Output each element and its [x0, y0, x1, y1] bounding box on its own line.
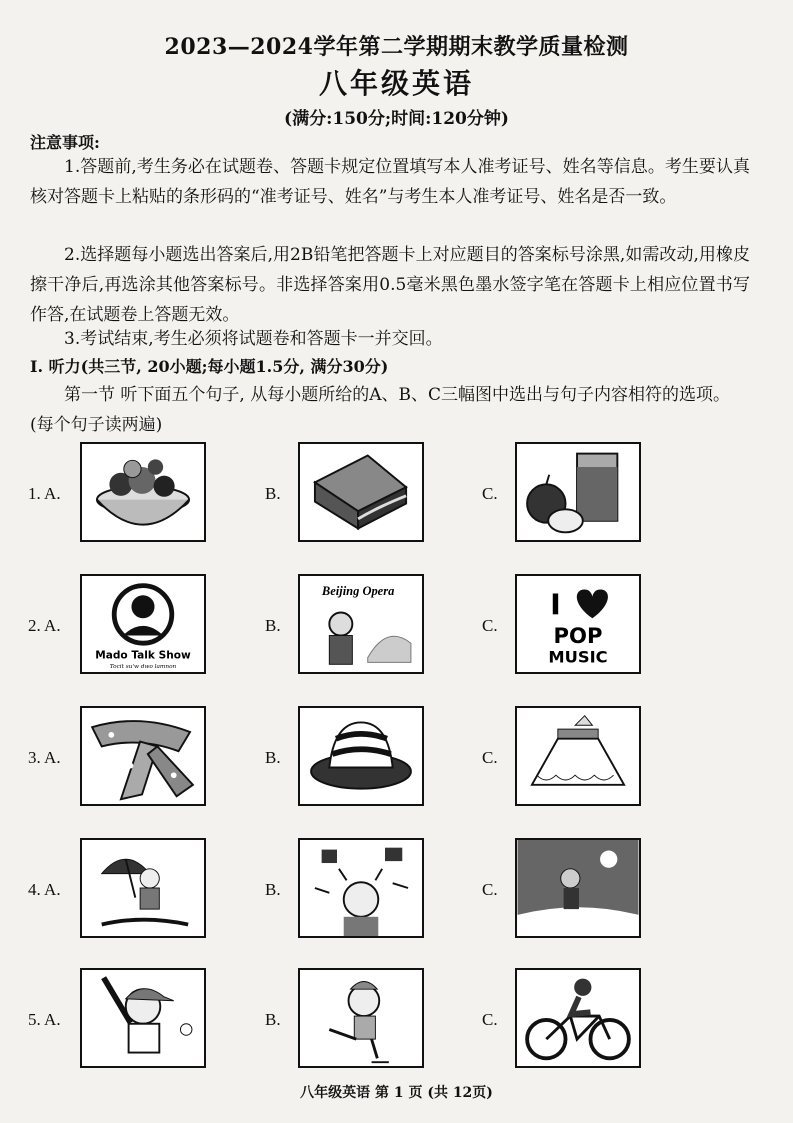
scarf-icon[interactable]: [80, 706, 206, 806]
ice-skating-icon[interactable]: [298, 968, 424, 1068]
q3-option-a-label: 3. A.: [28, 748, 61, 767]
note-item-3: 3.考试结束,考生必须将试题卷和答题卡一并交回。: [64, 329, 443, 349]
q5-option-b-label: B.: [265, 1010, 281, 1029]
q1-option-c-label: C.: [482, 484, 498, 503]
subject-title: 八年级英语: [318, 67, 474, 100]
baseball-icon[interactable]: [80, 968, 206, 1068]
exam-meta: (满分:150分;时间:120分钟): [284, 109, 509, 129]
fruit-salad-icon[interactable]: [80, 442, 206, 542]
q4-option-c-label: C.: [482, 880, 498, 899]
q2-option-a-label: 2. A.: [28, 616, 61, 635]
apple-juice-icon[interactable]: [515, 442, 641, 542]
page-footer: 八年级英语 第 1 页 (共 12页): [300, 1085, 493, 1101]
talk-show-text: Mado Talk Show: [95, 649, 191, 662]
exam-title: 2023—2024学年第二学期期末教学质量检测: [164, 34, 629, 60]
umbrella-girl-icon[interactable]: [80, 838, 206, 938]
q1-option-b-label: B.: [265, 484, 281, 503]
q4-option-b-label: B.: [265, 880, 281, 899]
pop-music-icon[interactable]: [515, 574, 641, 674]
note-item-1: 1.答题前,考生务必在试题卷、答题卡规定位置填写本人准考证号、姓名等信息。考生要认真核对答题卡上粘贴的条形码的“准考证号、姓名”与考生本人准考证号、姓名是否一致。: [30, 157, 750, 207]
q5-option-c-label: C.: [482, 1010, 498, 1029]
q2-option-c-label: C.: [482, 616, 498, 635]
skirt-icon[interactable]: [515, 706, 641, 806]
q5-option-a-label: 5. A.: [28, 1010, 61, 1029]
section-heading: I. 听力(共三节, 20小题;每小题1.5分, 满分30分): [30, 357, 389, 376]
notes-heading: 注意事项:: [30, 133, 100, 152]
q1-option-a-label: 1. A.: [28, 484, 61, 503]
q3-option-c-label: C.: [482, 748, 498, 767]
night-sitting-icon[interactable]: [515, 838, 641, 938]
part1-instructions: 第一节 听下面五个句子, 从每小题所给的A、B、C三幅图中选出与句子内容相符的选项。(每个句子读两遍): [30, 385, 730, 435]
talk-show-icon[interactable]: [80, 574, 206, 674]
cycling-icon[interactable]: [515, 968, 641, 1068]
q4-option-a-label: 4. A.: [28, 880, 61, 899]
hat-icon[interactable]: [298, 706, 424, 806]
pop-text: POP: [553, 623, 603, 649]
music-text: MUSIC: [548, 647, 608, 667]
q3-option-b-label: B.: [265, 748, 281, 767]
q2-option-b-label: B.: [265, 616, 281, 635]
beijing-opera-icon[interactable]: [298, 574, 424, 674]
note-item-2: 2.选择题每小题选出答案后,用2B铅笔把答题卡上对应题目的答案标号涂黑,如需改动,用橡皮擦干净后,再选涂其他答案标号。非选择答案用0.5毫米黑色墨水签字笔在答题卡上相应位置书写作答,在试题卷上答题无效。: [30, 245, 750, 325]
noise-boy-icon[interactable]: [298, 838, 424, 938]
pop-text-i: I: [550, 587, 561, 622]
talk-show-subtext: Tocit su'w dwo lamnon: [109, 664, 177, 671]
sandwich-icon[interactable]: [298, 442, 424, 542]
opera-text: Beijing Opera: [321, 584, 395, 599]
